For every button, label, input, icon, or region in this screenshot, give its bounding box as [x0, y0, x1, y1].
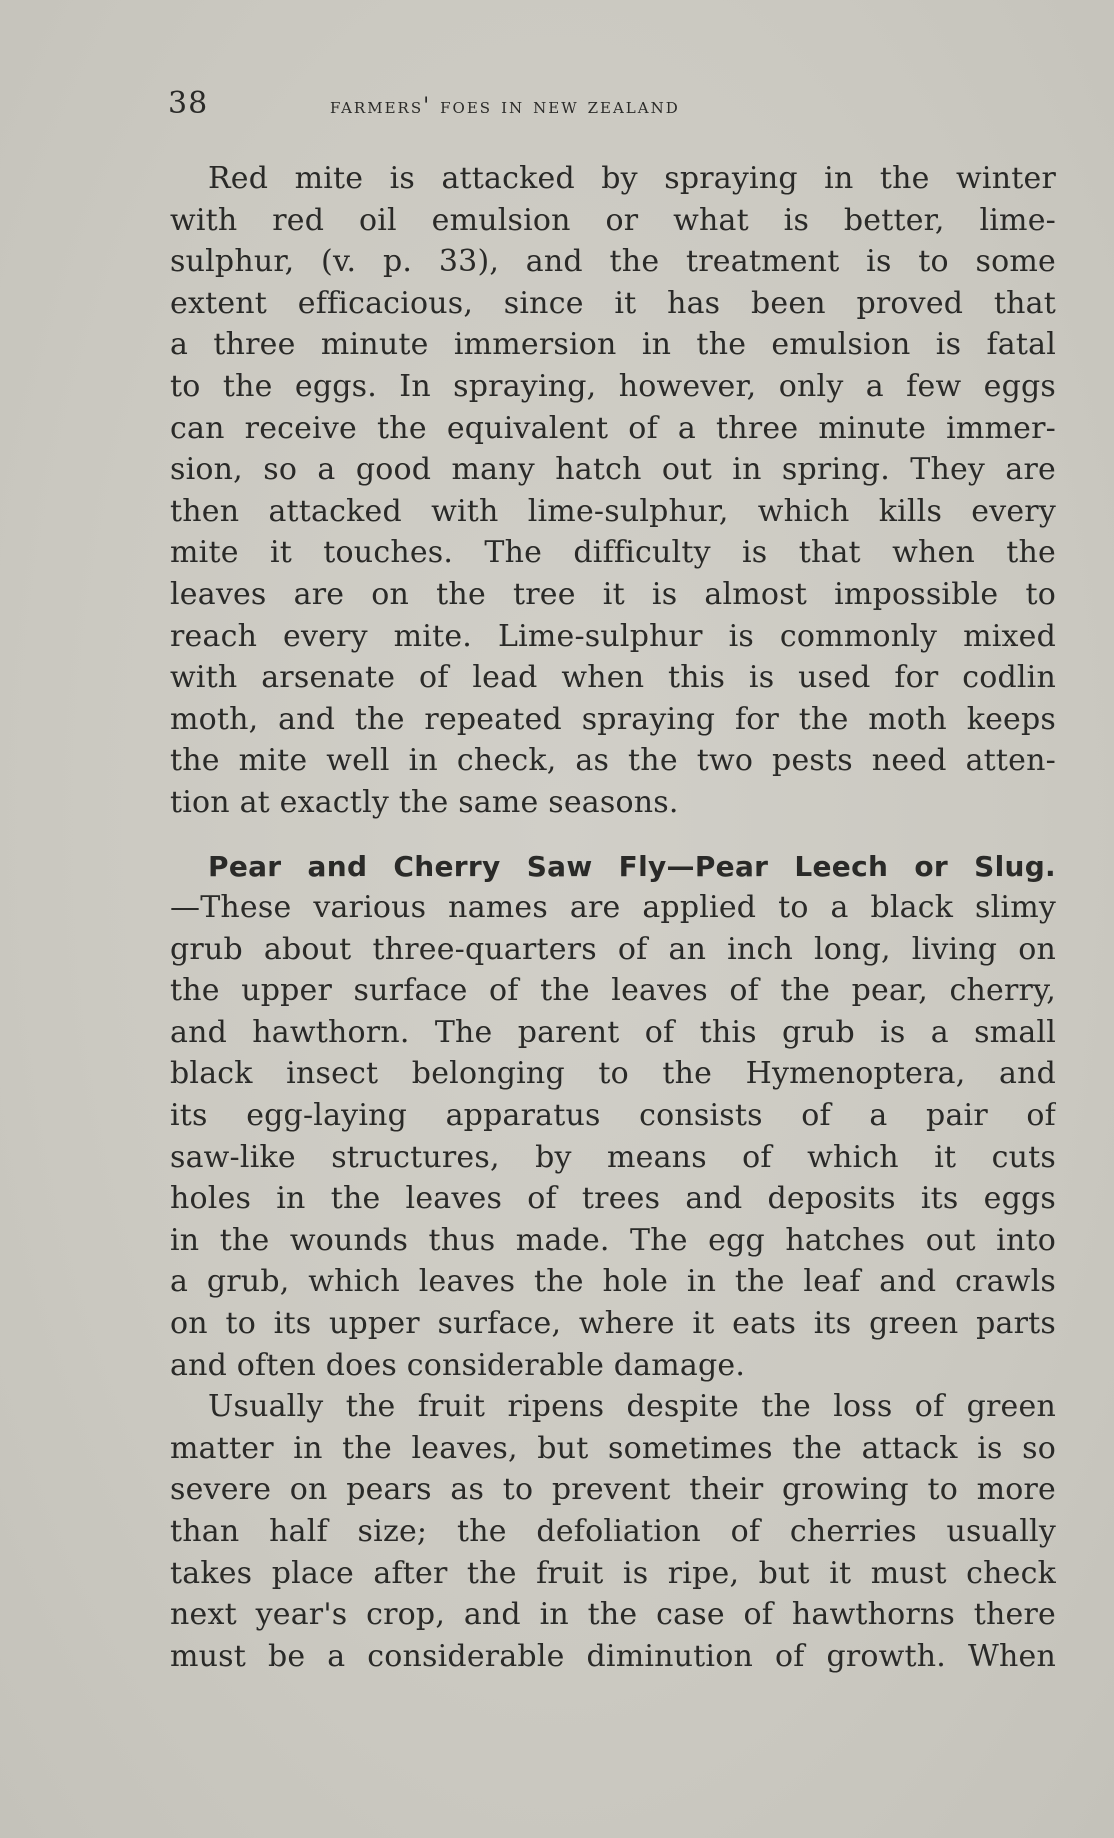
text-line: Red mite is attacked by spraying in the winter — [208, 161, 1056, 196]
text-line: the upper surface of the leaves of the pear, cherry, — [170, 973, 1056, 1009]
text-line: mite it touches. The difficulty is that when the — [170, 535, 1056, 571]
text-line: with arsenate of lead when this is used for codlin — [170, 660, 1056, 696]
text-line: holes in the leaves of trees and deposits its eggs — [170, 1181, 1056, 1217]
running-head — [168, 86, 1056, 126]
text-line: extent efficacious, since it has been proved that — [170, 285, 1056, 321]
text-line: a three minute immersion in the emulsion is fatal — [170, 327, 1056, 363]
text-line: —These various names are applied to a black slimy — [170, 890, 1056, 926]
text-line: saw-like structures, by means of which it cuts — [170, 1139, 1056, 1175]
text-line: must be a considerable diminution of growth. When — [170, 1638, 1056, 1674]
text-line: its egg-laying apparatus consists of a pair of — [170, 1098, 1056, 1134]
text-line: than half size; the defoliation of cherries usually — [170, 1514, 1056, 1549]
paragraph-damage — [170, 1386, 1056, 1677]
page-number: 38 — [168, 86, 209, 121]
text-line: sion, so a good many hatch out in spring. They are — [170, 452, 1056, 488]
text-line: grub about three-quarters of an inch long, living on — [170, 931, 1056, 967]
text-line: leaves are on the tree it is almost impossible to — [170, 576, 1056, 612]
section-heading: Pear and Cherry Saw Fly—Pear Leech or Slug. — [208, 849, 1056, 883]
paragraph-red-mite — [170, 158, 1056, 824]
text-line: Usually the fruit ripens despite the loss of green — [208, 1389, 1056, 1425]
text-line: and hawthorn. The parent of this grub is a small — [170, 1014, 1056, 1050]
text-line: reach every mite. Lime-sulphur is commonly mixed — [170, 618, 1056, 654]
text-line: matter in the leaves, but sometimes the attack is so — [170, 1430, 1056, 1466]
text-line: sulphur, (v. p. 33), and the treatment is to some — [170, 244, 1056, 280]
section-saw-fly — [170, 846, 1056, 1387]
text-line: then attacked with lime-sulphur, which kills every — [170, 493, 1056, 529]
text-line: to the eggs. In spraying, however, only a few eggs — [170, 368, 1056, 404]
text-line: can receive the equivalent of a three minute immer- — [170, 410, 1056, 446]
text-line: with red oil emulsion or what is better, lime- — [170, 202, 1056, 238]
text-line: the mite well in check, as the two pests need atten- — [170, 743, 1056, 779]
text-line: on to its upper surface, where it eats its green parts — [170, 1306, 1056, 1342]
text-line: severe on pears as to prevent their growing to more — [170, 1472, 1056, 1508]
text-line: takes place after the fruit is ripe, but it must check — [170, 1555, 1056, 1591]
text-line: next year's crop, and in the case of hawthorns there — [170, 1597, 1056, 1633]
section-spacer — [170, 824, 1056, 846]
text-line: a grub, which leaves the hole in the leaf and crawls — [170, 1264, 1056, 1300]
book-title: farmers' foes in new zealand — [330, 94, 680, 119]
text-line: black insect belonging to the Hymenoptera, and — [170, 1056, 1056, 1092]
text-line: moth, and the repeated spraying for the moth keeps — [170, 701, 1056, 737]
text-line: tion at exactly the same seasons. — [170, 784, 679, 820]
body-text — [170, 158, 1056, 1677]
text-line: in the wounds thus made. The egg hatches out into — [170, 1222, 1056, 1258]
text-line: and often does considerable damage. — [170, 1347, 746, 1383]
